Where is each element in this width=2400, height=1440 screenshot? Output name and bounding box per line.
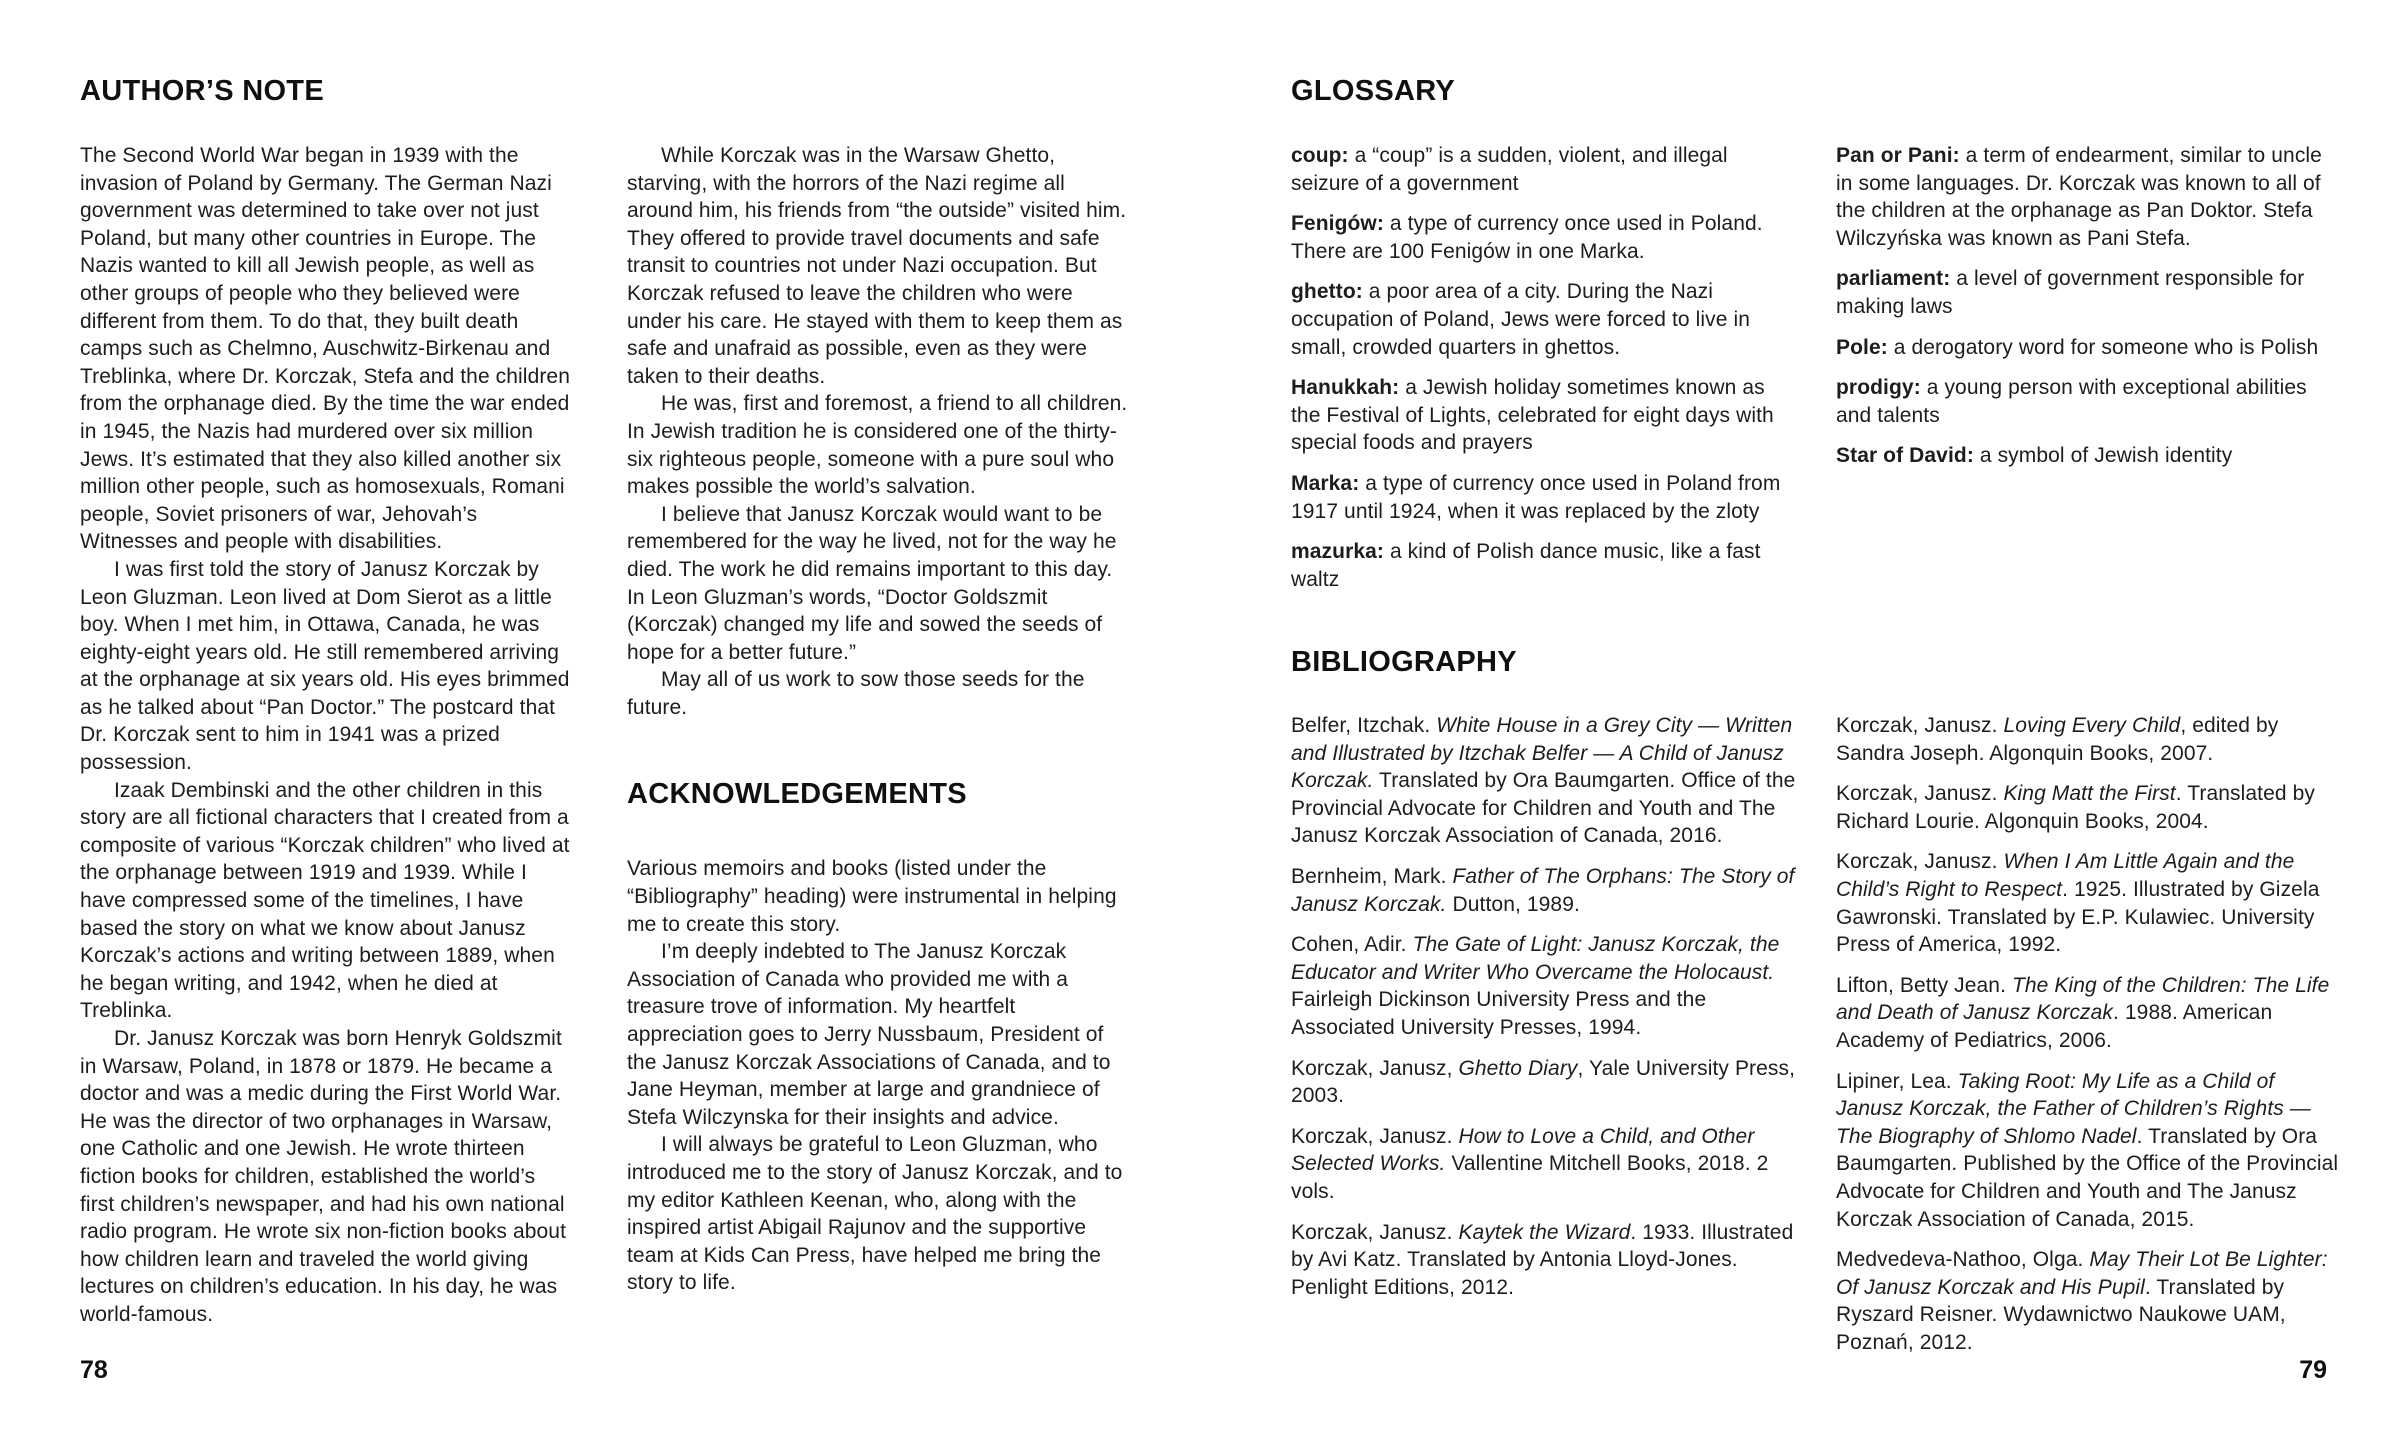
glossary-entry [1836,442,2336,470]
glossary-entry [1291,470,1796,525]
bib-text: Korczak, Janusz. [1291,1124,1459,1148]
glossary-definition: a “coup” is a sudden, violent, and illegal seizure of a government [1291,144,1728,195]
bib-text: Cohen, Adir. [1291,933,1413,957]
glossary-entry [1291,374,1796,457]
bib-title: Ghetto Diary [1458,1056,1578,1080]
bibliography-entry [1291,712,1796,850]
authors-note-column-2-text [627,142,1129,721]
paragraph: I’m deeply indebted to The Janusz Korczak Association of Canada who provided me with a treasure trove of information. My heartfelt appreciation goes to Jerry Nussbaum, President of the Janusz Korczak Associations of Canada, and to Jane Heyman, member at large and grandniece of Stefa Wilczynska for their insights and advice. [627,940,1111,1129]
bib-title: May Their Lot Be Lighter: Of Janusz Korczak and His Pupil [1836,1248,2328,1299]
bibliography-entry [1291,931,1796,1041]
bib-text: . Translated by Ryszard Reisner. Wydawnictwo Naukowe UAM, Poznań, 2012. [1836,1275,2286,1354]
bibliography-entry [1836,712,2341,767]
glossary-definition: a derogatory word for someone who is Polish [1893,335,2319,359]
bibliography-column-2 [1836,712,2341,1369]
bib-title: Kaytek the Wizard [1458,1220,1631,1244]
bib-title: When I Am Little Again and the Child’s Right to Respect [1836,850,2295,901]
glossary-term: Pan or Pani: [1836,144,1966,167]
acknowledgements-heading: ACKNOWLEDGEMENTS [627,778,967,811]
bib-title: How to Love a Child, and Other Selected Works. [1291,1124,1755,1176]
bibliography-entry [1291,863,1796,918]
paragraph: I was first told the story of Janusz Korczak by Leon Gluzman. Leon lived at Dom Sierot as a little boy. When I met him, in Ottawa, Canada, he was eighty-eight years old. He still remembered arriving at the orphanage at six years old. His eyes brimmed as he talked about “Pan Doctor.” The postcard that Dr. Korczak sent to him in 1941 was a prized possession. [80,557,570,775]
glossary-column-2 [1836,142,2336,483]
glossary-column-1 [1291,142,1796,606]
glossary-term: Marka: [1291,471,1366,495]
bibliography-entry [1836,1246,2341,1356]
glossary-definition: a symbol of Jewish identity [1979,444,2233,468]
bib-title: Loving Every Child [2003,714,2181,737]
glossary-term: mazurka: [1291,540,1390,564]
paragraph: I will always be grateful to Leon Gluzman, who introduced me to the story of Janusz Korczak, and to my editor Kathleen Keenan, who, along with the inspired artist Abigail Rajunov and the supportive team at Kids Can Press, have helped me bring the story to life. [627,1133,1123,1295]
bibliography-entry [1836,1068,2341,1234]
bib-title: White House in a Grey City — Written and Illustrated by Itzchak Belfer — A Child of Janusz Korczak. [1291,714,1793,793]
authors-note-column-1 [80,142,572,1329]
glossary-definition: a level of government responsible for making laws [1836,267,2305,318]
bibliography-entry [1836,780,2341,835]
bib-text: Korczak, Janusz. [1836,850,2004,874]
bib-text: Bernheim, Mark. [1291,864,1453,888]
bib-title: Taking Root: My Life as a Child of Janusz Korczak, the Father of Children’s Rights — The Biography of Shlomo Nadel [1836,1069,2311,1148]
glossary-term: Star of David: [1836,444,1980,468]
bib-text: . 1933. Illustrated by Avi Katz. Translated by Antonia Lloyd-Jones. Penlight Editions, 2012. [1291,1220,1794,1299]
bib-text: . Translated by Richard Lourie. Algonquin Books, 2004. [1836,782,2315,833]
bib-text: Korczak, Janusz. [1836,782,2004,806]
paragraph: The Second World War began in 1939 with the invasion of Poland by Germany. The German Nazi government was determined to take over not just Poland, but many other countries in Europe. The Nazis wanted to kill all Jewish people, as well as other groups of people who they believed were different from them. To do that, they built death camps such as Chelmno, Auschwitz-Birkenau and Treblinka, where Dr. Korczak, Stefa and the children from the orphanage died. By the time the war ended in 1945, the Nazis had murdered over six million Jews. It’s estimated that they also killed another six million other people, such as homosexuals, Romani people, Soviet prisoners of war, Jehovah’s Witnesses and people with disabilities. [80,144,570,554]
glossary-entry [1836,265,2336,320]
bib-text: Belfer, Itzchak. [1291,714,1437,737]
bib-title: The Gate of Light: Janusz Korczak, the Educator and Writer Who Overcame the Holocaust. [1291,933,1780,984]
bib-text: . 1925. Illustrated by Gizela Gawronski. Translated by E.P. Kulawiec. University Press of America, 1992. [1836,877,2320,957]
bibliography-entry [1836,848,2341,958]
paragraph: He was, first and foremost, a friend to all children. In Jewish tradition he is considered one of the thirty-six righteous people, someone with a pure soul who makes possible the world’s salvation. [627,392,1128,499]
paragraph: May all of us work to sow those seeds for the future. [627,668,1085,719]
bibliography-entry [1291,1219,1796,1302]
paragraph: Izaak Dembinski and the other children in this story are all fictional characters that I created from a composite of various “Korczak children” who lived at the orphanage between 1919 and 1939. While I have compressed some of the timelines, I have based the story on what we know about Janusz Korczak’s actions and writing between 1889, when he began writing, and 1942, when he died at Treblinka. [80,778,570,1023]
glossary-definition: a type of currency once used in Poland. There are 100 Fenigów in one Marka. [1291,212,1763,263]
bib-text: Korczak, Janusz, [1291,1056,1459,1080]
glossary-definition: a kind of Polish dance music, like a fast waltz [1291,540,1761,591]
bib-text: Korczak, Janusz. [1836,714,2004,737]
paragraph: Dr. Janusz Korczak was born Henryk Goldszmit in Warsaw, Poland, in 1878 or 1879. He became a doctor and was a medic during the First World War. He was the director of two orphanages in Warsaw, one Catholic and one Jewish. He wrote thirteen fiction books for children, established the world’s first children’s newspaper, and had his own national radio program. He wrote six non-fiction books about how children learn and traveled the world giving lectures on children’s education. In his day, he was world-famous. [80,1027,567,1326]
bibliography-entry [1836,972,2341,1055]
glossary-heading: GLOSSARY [1291,75,1456,107]
page-number-left: 78 [80,1356,108,1384]
glossary-definition: a Jewish holiday sometimes known as the Festival of Lights, celebrated for eight days with special foods and prayers [1291,376,1774,455]
paragraph: I believe that Janusz Korczak would want to be remembered for the way he lived, not for the way he died. The work he did remains important to this day. In Leon Gluzman’s words, “Doctor Goldszmit (Korczak) changed my life and sowed the seeds of hope for a better future.” [627,502,1117,664]
glossary-term: Hanukkah: [1291,376,1406,400]
page-79 [1200,0,2400,1440]
glossary-definition: a poor area of a city. During the Nazi occupation of Poland, Jews were forced to live in small, crowded quarters in ghettos. [1291,280,1750,359]
bibliography-entry [1291,1123,1796,1206]
bib-text: Dutton, 1989. [1446,892,1580,916]
bib-text: Lifton, Betty Jean. [1836,973,2012,997]
authors-note-heading: AUTHOR’S NOTE [80,75,324,107]
paragraph: Various memoirs and books (listed under the “Bibliography” heading) were instrumental in helping me to create this story. [627,857,1117,936]
bib-text: . 1988. American Academy of Pediatrics, 2006. [1836,1001,2273,1052]
glossary-entry [1291,278,1796,361]
bib-text: Korczak, Janusz. [1291,1220,1459,1244]
glossary-definition: a young person with exceptional abilities and talents [1836,376,2307,427]
glossary-entry [1291,210,1796,265]
glossary-entry [1836,142,2336,252]
bib-text: Fairleigh Dickinson University Press and the Associated University Presses, 1994. [1291,988,1707,1039]
glossary-definition: a type of currency once used in Poland from 1917 until 1924, when it was replaced by the zloty [1291,471,1781,523]
bib-text: Translated by Ora Baumgarten. Office of the Provincial Advocate for Children and Youth and The Janusz Korczak Association of Canada, 2016. [1291,769,1796,848]
bib-text: , edited by Sandra Joseph. Algonquin Books, 2007. [1836,714,2279,765]
glossary-term: Pole: [1836,335,1894,359]
bibliography-heading: BIBLIOGRAPHY [1291,646,1517,678]
bib-title: The King of the Children: The Life and Death of Janusz Korczak [1836,973,2330,1025]
bib-text: , Yale University Press, 2003. [1291,1056,1796,1108]
bibliography-column-1 [1291,712,1796,1314]
glossary-term: prodigy: [1836,376,1927,400]
paragraph: While Korczak was in the Warsaw Ghetto, starving, with the horrors of the Nazi regime all around him, his friends from “the outside” visited him. They offered to provide travel documents and safe transit to countries not under Nazi occupation. But Korczak refused to leave the children who were under his care. He stayed with them to keep them as safe and unafraid as possible, even as they were taken to their deaths. [627,144,1127,388]
glossary-term: coup: [1291,144,1355,167]
bib-title: Father of The Orphans: The Story of Janusz Korczak. [1291,864,1795,916]
glossary-term: Fenigów: [1291,212,1390,236]
bib-text: Lipiner, Lea. [1836,1069,1958,1093]
authors-note-column-2 [627,142,1129,1297]
page-number-right: 79 [2299,1356,2327,1384]
bib-text: Vallentine Mitchell Books, 2018. 2 vols. [1291,1152,1769,1203]
acknowledgements-text [627,855,1129,1297]
bibliography-entry [1291,1055,1796,1110]
bib-text: . Translated by Ora Baumgarten. Published by the Office of the Provincial Advocate for Children and Youth and The Janusz Korczak Association of Canada, 2015. [1836,1124,2339,1231]
glossary-entry [1291,538,1796,593]
bib-title: King Matt the First [2003,782,2176,806]
glossary-term: parliament: [1836,267,1957,291]
glossary-term: ghetto: [1291,280,1369,304]
glossary-entry [1291,142,1796,197]
bib-text: Medvedeva-Nathoo, Olga. [1836,1248,2090,1272]
glossary-entry [1836,334,2336,362]
glossary-entry [1836,374,2336,429]
glossary-definition: a term of endearment, similar to uncle in some languages. Dr. Korczak was known to all of the children at the orphanage as Pan Doktor. Stefa Wilczyńska was known as Pani Stefa. [1836,144,2322,250]
